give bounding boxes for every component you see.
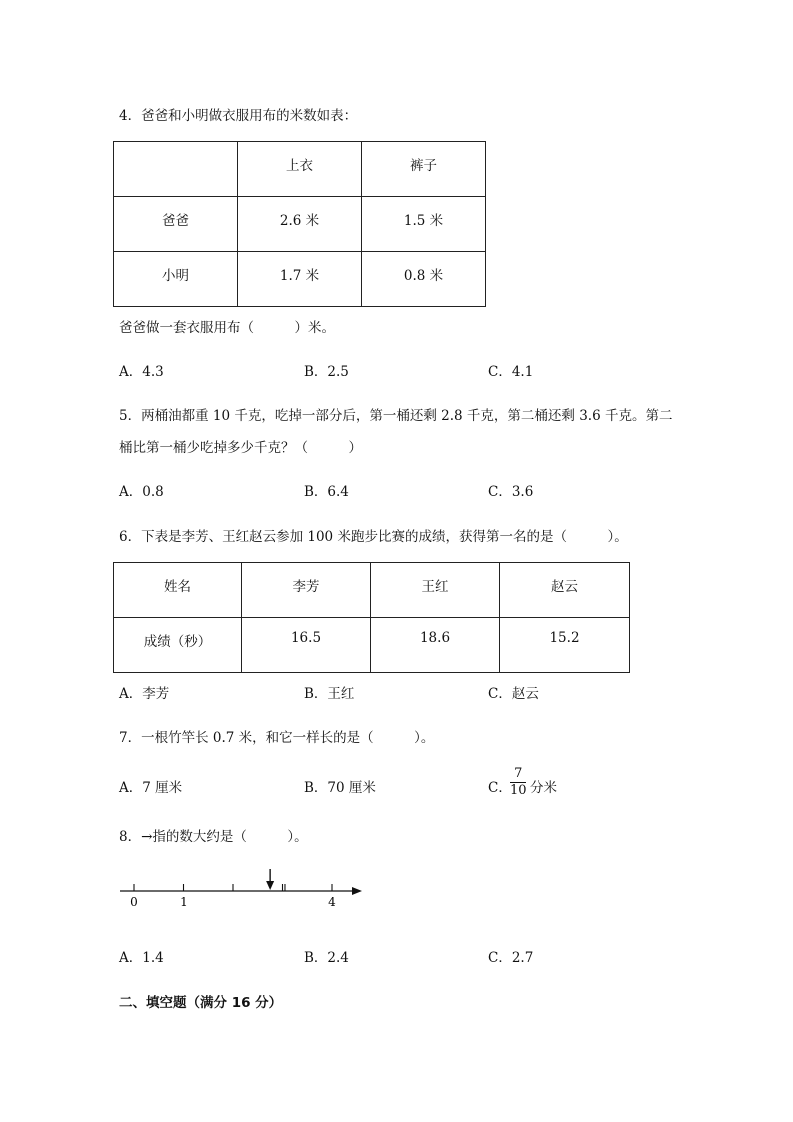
q6-option-b[interactable]: B．王红 [304, 686, 355, 702]
q8-stem: 8．→指的数大约是（ ）。 [119, 829, 308, 845]
q5-option-a[interactable]: A．0.8 [119, 484, 164, 500]
q6-option-a[interactable]: A．李芳 [119, 686, 170, 702]
q4-option-a[interactable]: A．4.3 [119, 364, 164, 380]
q4-stem: 4．爸爸和小明做衣服用布的米数如表： [119, 108, 358, 124]
number-line-label-0: 0 [130, 895, 138, 909]
table-cell: 姓名 [114, 563, 242, 618]
q6-stem: 6．下表是李芳、王红赵云参加 100 米跑步比赛的成绩，获得第一名的是（ ）。 [119, 529, 628, 545]
table-row [114, 197, 486, 252]
q4-option-b[interactable]: B．2.5 [304, 364, 349, 380]
number-line-label-4: 4 [328, 895, 336, 909]
table-row [114, 618, 630, 673]
table-cell: 1.5 米 [362, 197, 486, 252]
table-header-row [114, 142, 486, 197]
number-line-arrowhead [352, 887, 362, 895]
q8-option-b[interactable]: B．2.4 [304, 950, 349, 966]
q5-stem-line1: 5．两桶油都重 10 千克，吃掉一部分后，第一桶还剩 2.8 千克，第二桶还剩 3.6 千克。第二 [119, 408, 673, 424]
table-cell: 18.6 [371, 618, 500, 673]
option-c-prefix: C． [488, 780, 512, 796]
table-cell: 15.2 [500, 618, 630, 673]
table-cell: 0.8 米 [362, 252, 486, 307]
fraction-denominator: 10 [510, 783, 527, 798]
number-line-label-1: 1 [180, 895, 188, 909]
table-cell: 爸爸 [114, 197, 238, 252]
section-title: 二、填空题（满分 16 分） [119, 995, 283, 1011]
table-cell: 16.5 [242, 618, 371, 673]
q6-option-c[interactable]: C．赵云 [488, 686, 539, 702]
number-line-ticks [134, 884, 332, 891]
q4-option-c[interactable]: C．4.1 [488, 364, 534, 380]
table-cell [114, 142, 238, 197]
table-cell: 王红 [371, 563, 500, 618]
q7-option-b[interactable]: B．70 厘米 [304, 780, 376, 796]
q4-question: 爸爸做一套衣服用布（ ）米。 [119, 320, 335, 336]
table-cell: 李芳 [242, 563, 371, 618]
table-cell: 赵云 [500, 563, 630, 618]
table-cell: 1.7 米 [238, 252, 362, 307]
option-c-suffix: 分米 [530, 780, 557, 796]
table-cell: 2.6 米 [238, 197, 362, 252]
table-row [114, 252, 486, 307]
table-cell: 小明 [114, 252, 238, 307]
q7-option-a[interactable]: A．7 厘米 [119, 780, 183, 796]
q8-option-c[interactable]: C．2.7 [488, 950, 534, 966]
fraction-numerator: 7 [514, 766, 523, 781]
table-header-row [114, 563, 630, 618]
number-line [115, 865, 370, 915]
table-cell: 上衣 [238, 142, 362, 197]
table-cell: 成绩（秒） [114, 618, 242, 673]
q8-option-a[interactable]: A．1.4 [119, 950, 164, 966]
pointer-arrow-icon [266, 869, 274, 890]
table-cell: 裤子 [362, 142, 486, 197]
q5-option-b[interactable]: B．6.4 [304, 484, 349, 500]
q6-table [113, 562, 630, 673]
q5-option-c[interactable]: C．3.6 [488, 484, 534, 500]
fraction [510, 766, 527, 799]
q4-table [113, 141, 486, 307]
q7-stem: 7．一根竹竿长 0.7 米，和它一样长的是（ ）。 [119, 730, 435, 746]
q5-stem-line2: 桶比第一桶少吃掉多少千克？（ ） [119, 440, 362, 456]
